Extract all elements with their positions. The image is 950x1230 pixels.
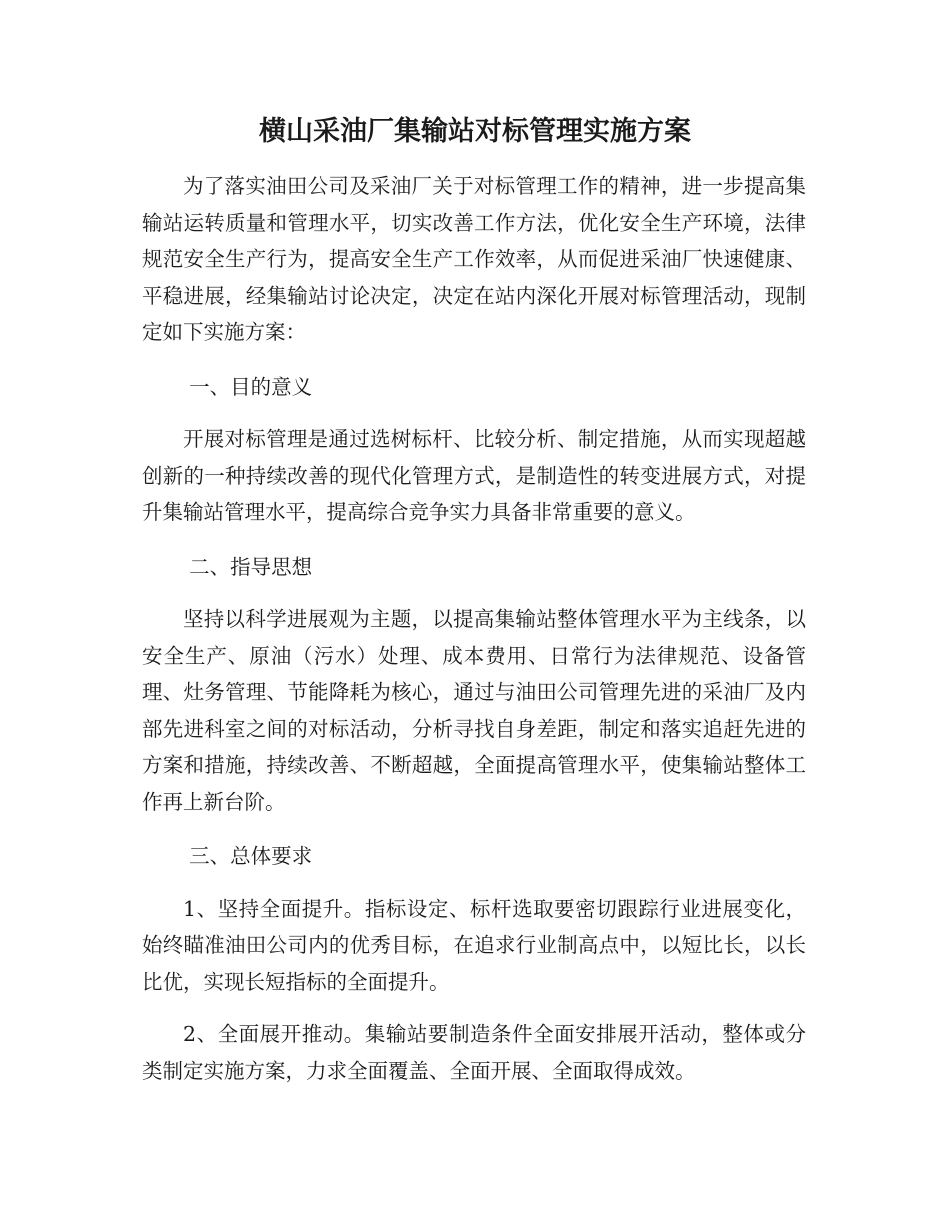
- requirement-item-1: 1、坚持全面提升。指标设定、标杆选取要密切跟踪行业进展变化，始终瞄准油田公司内的优秀目标，在追求行业制高点中，以短比长，以长比优，实现长短指标的全面提升。: [142, 896, 806, 994]
- requirement-item-2: 2、全面展开推动。集输站要制造条件全面安排展开活动，整体或分类制定实施方案，力求全面覆盖、全面开展、全面取得成效。: [142, 1022, 806, 1083]
- document-body: [142, 168, 806, 1089]
- document-title: 横山采油厂集输站对标管理实施方案: [259, 116, 691, 147]
- section-heading-requirements: 三、总体要求: [189, 844, 313, 868]
- section-heading-guiding-thought: 二、指导思想: [189, 554, 313, 579]
- section-text-guiding-thought: 坚持以科学进展观为主题，以提高集输站整体管理水平为主线条，以安全生产、原油（污水）处理、成本费用、日常行为法律规范、设备管理、灶务管理、节能降耗为核心，通过与油田公司管理先进的采油厂及内部先进科室之间的对标活动，分析寻找自身差距，制定和落实追赶先进的方案和措施，持续改善、不断超越，全面提高管理水平，使集输站整体工作再上新台阶。: [142, 607, 806, 814]
- section-heading-purpose: 一、目的意义: [189, 374, 313, 399]
- intro-paragraph: 为了落实油田公司及采油厂关于对标管理工作的精神，进一步提高集输站运转质量和管理水平，切实改善工作方法，优化安全生产环境，法律规范安全生产行为，提高安全生产工作效率，从而促进采油厂快速健康、平稳进展，经集输站讨论决定，决定在站内深化开展对标管理活动，现制定如下实施方案：: [142, 174, 806, 344]
- section-text-purpose: 开展对标管理是通过选树标杆、比较分析、制定措施，从而实现超越创新的一种持续改善的现代化管理方式，是制造性的转变进展方式，对提升集输站管理水平，提高综合竞争实力具备非常重要的意义。: [142, 427, 806, 524]
